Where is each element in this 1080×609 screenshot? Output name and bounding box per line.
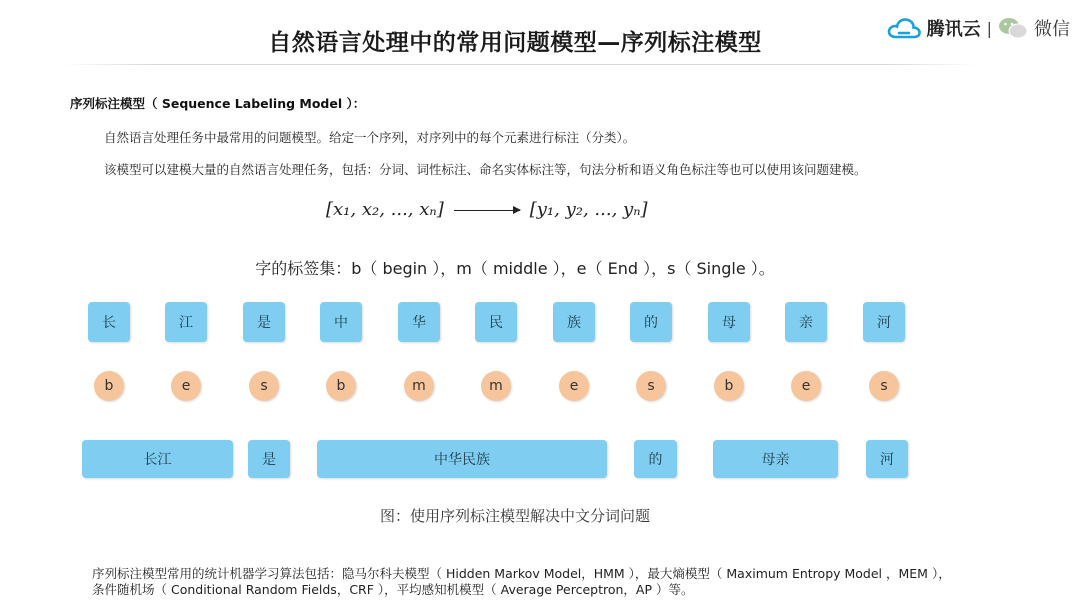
tag-circle: s <box>869 371 899 401</box>
char-box: 民 <box>475 302 517 342</box>
formula-input-sequence: [x₁, x₂, ..., xₙ] <box>326 199 444 220</box>
tag-circle: m <box>481 371 511 401</box>
title-divider <box>62 64 977 65</box>
figure-caption: 图：使用序列标注模型解决中文分词问题 <box>379 507 650 525</box>
logo-separator: | <box>986 18 992 38</box>
char-box: 江 <box>165 302 207 342</box>
tagset-description: 字的标签集：b（ begin ），m（ middle ），e（ End ），s（ Single ）。 <box>255 259 775 278</box>
segment-box: 的 <box>634 440 677 478</box>
formula-arrow-icon <box>454 210 520 211</box>
char-box: 中 <box>320 302 362 342</box>
algorithms-footnote: 序列标注模型常用的统计机器学习算法包括：隐马尔科夫模型（ Hidden Markov Model，HMM ），最大熵模型（ Maximum Entropy Model ，MEM ），条件随机场（ Conditional Random Fields，CRF ），平均感知机模型（ Average Perceptron，AP ）等。 <box>92 566 951 597</box>
tag-circle: b <box>714 371 744 401</box>
wechat-icon <box>998 16 1028 40</box>
tag-circle: e <box>171 371 201 401</box>
tag-circle: e <box>791 371 821 401</box>
page-title: 自然语言处理中的常用问题模型—序列标注模型 <box>268 30 762 56</box>
char-box: 亲 <box>785 302 827 342</box>
tencent-cloud-icon <box>887 17 921 39</box>
section-subtitle: 序列标注模型（ Sequence Labeling Model ）： <box>70 96 366 111</box>
char-box: 母 <box>708 302 750 342</box>
intro-paragraph-2: 该模型可以建模大量的自然语言处理任务，包括：分词、词性标注、命名实体标注等，句法分析和语义角色标注等也可以使用该问题建模。 <box>104 162 867 177</box>
logo-area <box>887 12 1070 44</box>
char-box: 的 <box>630 302 672 342</box>
intro-paragraph-1: 自然语言处理任务中最常用的问题模型。给定一个序列，对序列中的每个元素进行标注（分类）。 <box>104 130 636 145</box>
mapping-formula <box>326 199 648 220</box>
segment-box: 河 <box>866 440 908 478</box>
tag-circle: b <box>326 371 356 401</box>
char-box: 华 <box>398 302 440 342</box>
segment-box: 长江 <box>82 440 233 478</box>
segment-box: 是 <box>248 440 290 478</box>
char-box: 族 <box>553 302 595 342</box>
char-box: 河 <box>863 302 905 342</box>
segment-box: 中华民族 <box>317 440 607 478</box>
tag-circle: s <box>636 371 666 401</box>
segment-box: 母亲 <box>713 440 838 478</box>
tag-circle: s <box>249 371 279 401</box>
tag-circle: b <box>94 371 124 401</box>
formula-output-sequence: [y₁, y₂, ..., yₙ] <box>529 199 648 220</box>
logo-brand-text: 腾讯云 <box>926 19 981 40</box>
char-box: 是 <box>243 302 285 342</box>
tag-circle: e <box>559 371 589 401</box>
logo-wechat-text: 微信 <box>1034 19 1070 40</box>
char-box: 长 <box>88 302 130 342</box>
tag-circle: m <box>404 371 434 401</box>
